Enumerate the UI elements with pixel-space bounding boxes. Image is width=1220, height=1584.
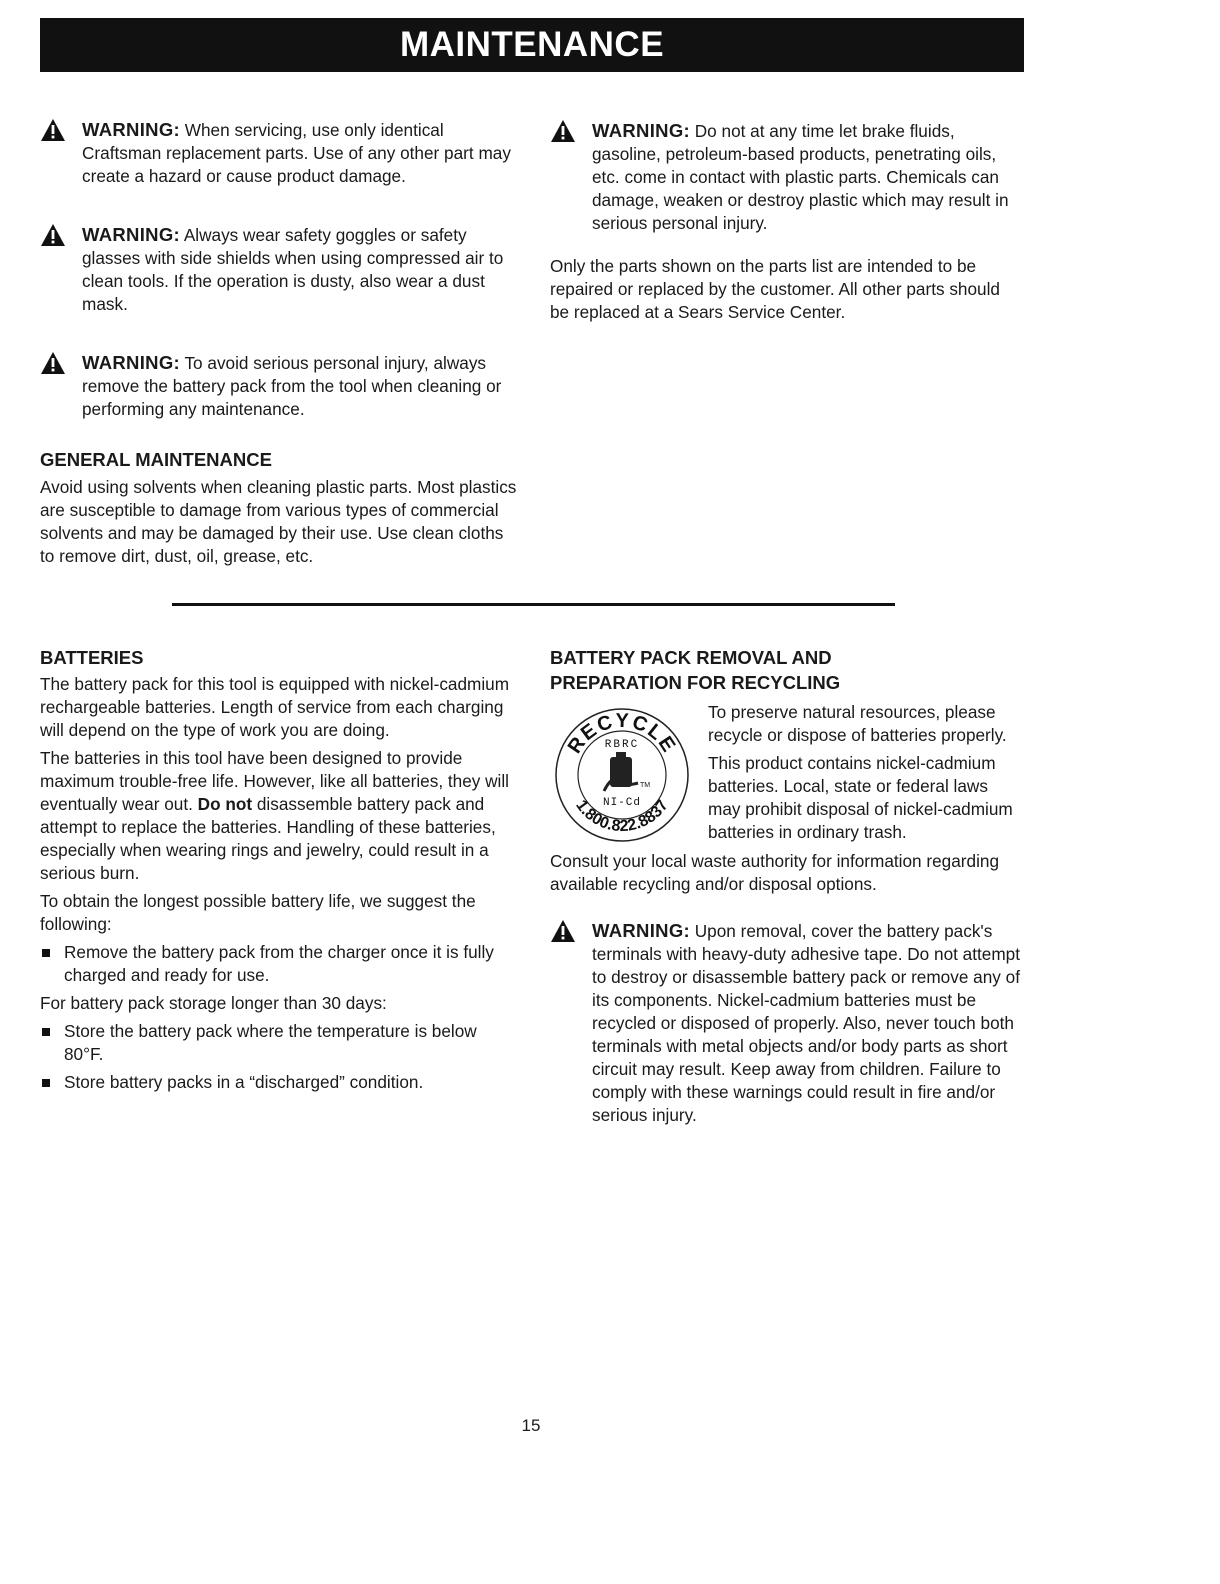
warning-battery-removal	[550, 919, 1025, 1127]
left-column-top	[40, 118, 520, 568]
warning-chemicals	[550, 119, 1020, 235]
warning-text: Always wear safety goggles or safety glasses with side shields when using compressed air to clean tools. If the operation is dusty, also wear a dust mask.	[82, 225, 504, 314]
removal-heading-line-1: BATTERY PACK REMOVAL AND	[550, 647, 832, 668]
list-item	[40, 1020, 520, 1066]
list-item	[40, 941, 520, 987]
seal-inner-text: RBRC	[604, 739, 640, 751]
warning-label: WARNING:	[592, 120, 690, 141]
seal-top-text: RECYCLE	[563, 709, 681, 758]
section-divider	[172, 603, 895, 606]
removal-paragraph-3: Consult your local waste authority for information regarding available recycling and/or disposal options.	[550, 851, 1000, 894]
warning-label: WARNING:	[592, 920, 690, 941]
recycle-block	[550, 701, 1025, 844]
storage-bullet-list	[40, 1020, 520, 1094]
warning-label: WARNING:	[82, 224, 180, 245]
bullet-square-icon	[42, 949, 50, 957]
general-maintenance-text: Avoid using solvents when cleaning plastic parts. Most plastics are susceptible to damage from various types of commercial solvents and may be damaged by their use. Use clean cloths to remove dirt, dust, oil, grease, etc.	[40, 477, 517, 566]
seal-phone-text: 1.800.822.8837	[572, 797, 672, 836]
batteries-p2-start: The batteries in this tool have been designed to provide maximum trouble-free life. However, like all batteries, they will eventually wear out.	[40, 748, 510, 814]
warning-triangle-icon	[40, 118, 66, 142]
seal-tm-text: TM	[640, 782, 651, 789]
batteries-paragraph-3: To obtain the longest possible battery life, we suggest the following:	[40, 891, 476, 934]
page-number: 15	[521, 1416, 541, 1435]
storage-intro: For battery pack storage longer than 30 days:	[40, 993, 387, 1013]
rbrc-recycle-seal-icon	[552, 705, 692, 845]
warning-triangle-icon	[40, 351, 66, 375]
removal-paragraph-1: To preserve natural resources, please recycle or dispose of batteries properly.	[708, 702, 1007, 745]
removal-heading-line-2: PREPARATION FOR RECYCLING	[550, 672, 841, 693]
battery-removal-section	[550, 645, 1025, 1127]
general-maintenance-heading: GENERAL MAINTENANCE	[40, 449, 272, 470]
warning-label: WARNING:	[82, 119, 180, 140]
bullet-text: Store battery packs in a “discharged” condition.	[64, 1072, 424, 1092]
bullet-square-icon	[42, 1079, 50, 1087]
batteries-p2-end: disassemble battery pack and attempt to replace the batteries. Handling of these batteries, especially when wearing rings and jewelry, could result in a serious burn.	[40, 794, 496, 883]
warning-triangle-icon	[40, 223, 66, 247]
list-item	[40, 1071, 520, 1094]
warning-remove-battery	[40, 351, 520, 421]
do-not-emphasis: Do not	[197, 794, 253, 814]
parts-replacement-text: Only the parts shown on the parts list are intended to be repaired or replaced by the customer. All other parts should be replaced at a Sears Service Center.	[550, 256, 1000, 322]
page-title: MAINTENANCE	[399, 25, 665, 64]
right-column-top	[550, 119, 1020, 324]
warning-text: To avoid serious personal injury, always remove the battery pack from the tool when cleaning or performing any maintenance.	[82, 353, 502, 419]
battery-hand-icon	[604, 752, 638, 791]
bullet-text: Store the battery pack where the temperature is below 80°F.	[64, 1021, 477, 1064]
warning-label: WARNING:	[82, 352, 180, 373]
warning-text: Do not at any time let brake fluids, gasoline, petroleum-based products, penetrating oils, etc. come in contact with plastic parts. Chemicals can damage, weaken or destroy plastic which may result in serious personal injury.	[592, 121, 1009, 233]
removal-paragraph-2: This product contains nickel-cadmium batteries. Local, state or federal laws may prohibit disposal of nickel-cadmium batteries in ordinary trash.	[708, 753, 1013, 842]
bullet-square-icon	[42, 1028, 50, 1036]
warning-triangle-icon	[550, 119, 576, 143]
warning-triangle-icon	[550, 919, 576, 943]
warning-safety-goggles	[40, 223, 520, 316]
bullet-text: Remove the battery pack from the charger once it is fully charged and ready for use.	[64, 942, 494, 985]
batteries-section	[40, 645, 520, 1094]
warning-text: Upon removal, cover the battery pack's terminals with heavy-duty adhesive tape. Do not attempt to destroy or disassemble battery pack or remove any of its components. Nickel-cadmium batteries must be recycled or disposed of properly. Also, never touch both terminals with metal objects and/or body parts as short circuit may result. Keep away from children. Failure to comply with these warnings could result in fire and/or serious injury.	[592, 921, 1021, 1125]
batteries-paragraph-2	[40, 747, 520, 885]
batteries-paragraph-1: The battery pack for this tool is equipped with nickel-cadmium rechargeable batteries. Length of service from each charging will depend on the type of work you are doing.	[40, 674, 510, 740]
warning-text: When servicing, use only identical Craftsman replacement parts. Use of any other part may create a hazard or cause product damage.	[82, 120, 511, 186]
batteries-heading: BATTERIES	[40, 647, 144, 668]
charger-bullet-list	[40, 941, 520, 987]
section-title-banner	[40, 18, 1024, 72]
warning-identical-parts	[40, 118, 520, 188]
seal-chem-text: NI-Cd	[602, 797, 642, 809]
